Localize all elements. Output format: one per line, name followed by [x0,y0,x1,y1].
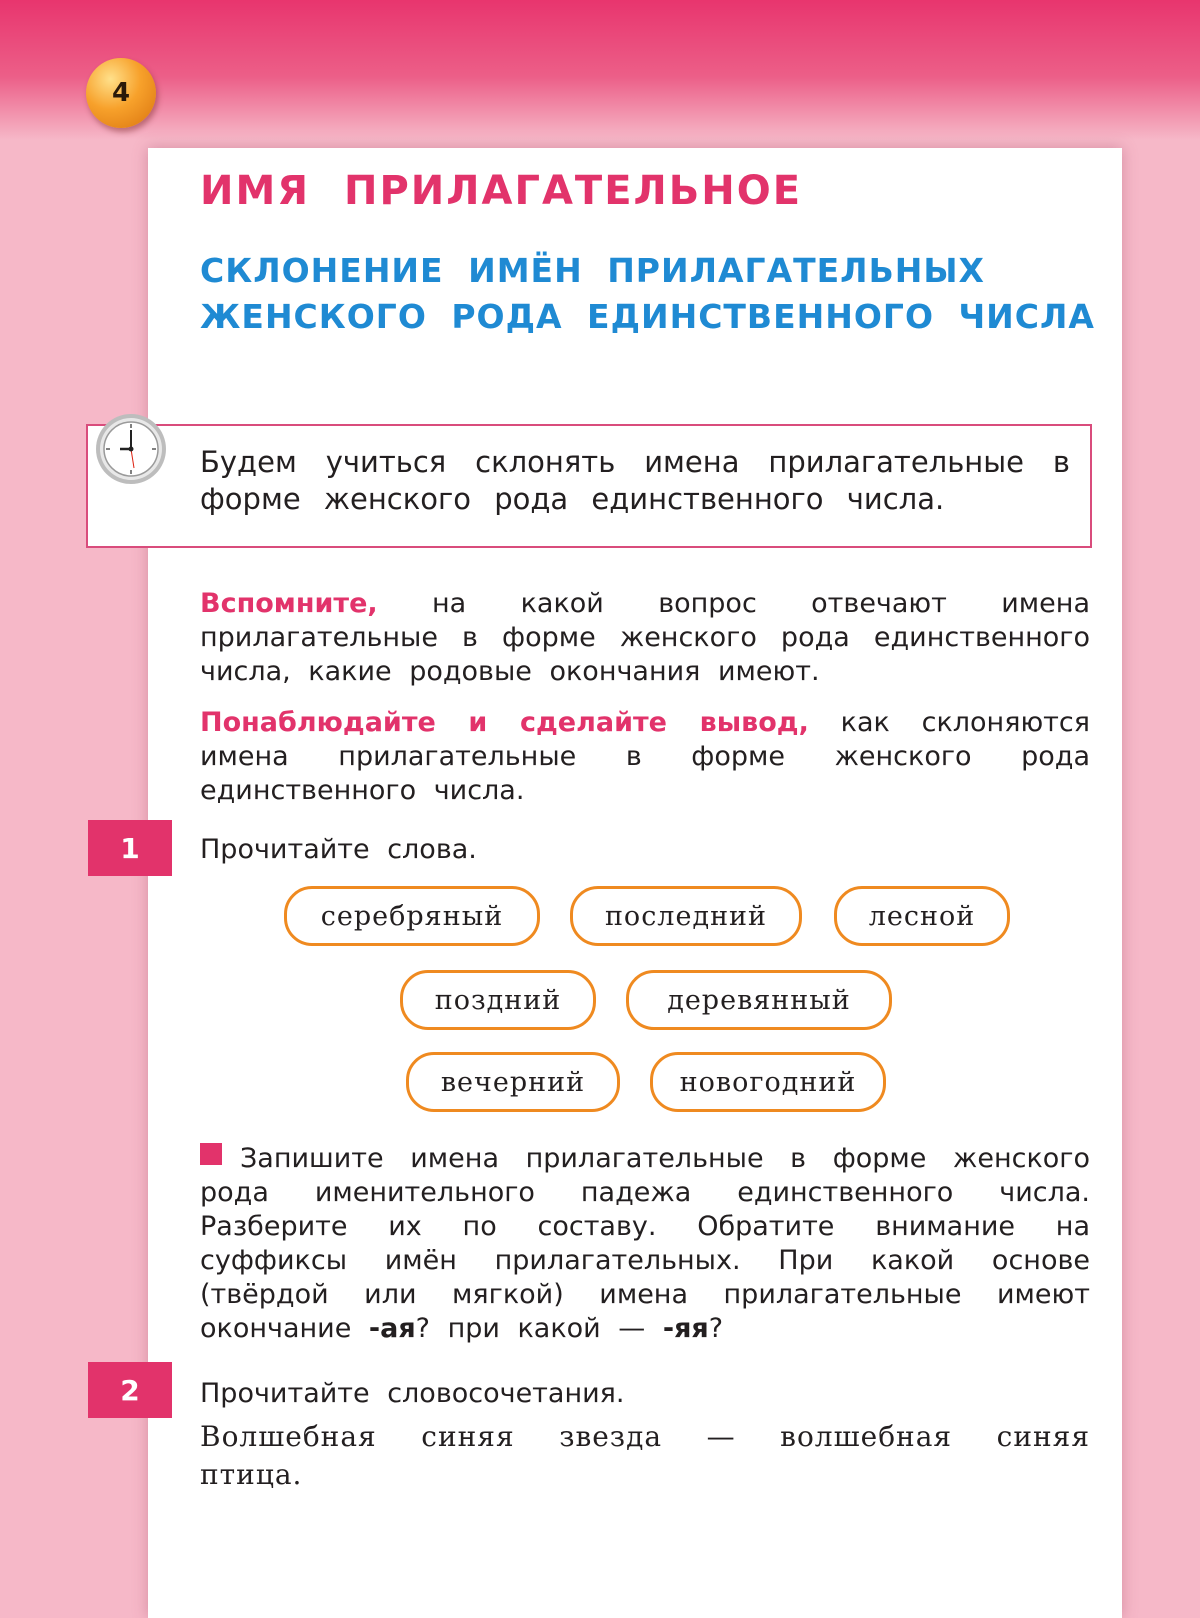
word-card: лесной [834,886,1010,946]
word-card: поздний [400,970,596,1030]
page-number-badge: 4 [86,58,156,128]
word-card: серебряный [284,886,540,946]
remember-text: на какой вопрос отвечают имена прилагательные в форме женского рода единственного числа, какие родовые окончания имеют. [200,588,1090,687]
exercise-number-2: 2 [88,1362,172,1418]
word-card: вечерний [406,1052,620,1112]
clock-icon [94,412,168,486]
exercise2-instruction: Прочитайте словосочетания. [200,1378,625,1409]
top-band [0,0,1200,140]
observe-paragraph [200,706,1090,808]
task-text-3: ? [708,1313,724,1344]
remember-accent: Вспомните, [200,588,378,619]
exercise-number-1: 1 [88,820,172,876]
ending-aya: -ая [368,1313,416,1344]
task-square-icon [200,1143,222,1165]
task-text-2: ? при какой — [415,1313,663,1344]
ending-yaya: -яя [662,1313,709,1344]
observe-accent: Понаблюдайте и сделайте вывод, [200,707,809,738]
lesson-goal-text: Будем учиться склонять имена прилагательные в форме женского рода единственного числа. [200,445,1070,516]
word-card: последний [570,886,802,946]
task-text-1: Запишите имена прилагательные в форме женского рода именительного падежа единственного числа. Разберите их по составу. Обратите внимание на суффиксы имён прилагательных. При какой основе (твёрдой или мягкой) имена прилагательные имеют окончание [200,1143,1090,1344]
word-card: деревянный [626,970,892,1030]
exercise1-task [200,1142,1090,1346]
observe-text: как склоняются имена прилагательные в форме женского рода единственного числа. [200,707,1090,806]
exercise1-instruction: Прочитайте слова. [200,834,477,865]
page-title: ИМЯ ПРИЛАГАТЕЛЬНОЕ [200,168,803,214]
word-card: новогодний [650,1052,886,1112]
exercise2-phrase: Волшебная синяя звезда — волшебная синяя птица. [200,1420,1090,1491]
remember-paragraph [200,587,1090,689]
section-subtitle: СКЛОНЕНИЕ ИМЁН ПРИЛАГАТЕЛЬНЫХ ЖЕНСКОГО РОДА ЕДИНСТВЕННОГО ЧИСЛА [200,251,1095,336]
